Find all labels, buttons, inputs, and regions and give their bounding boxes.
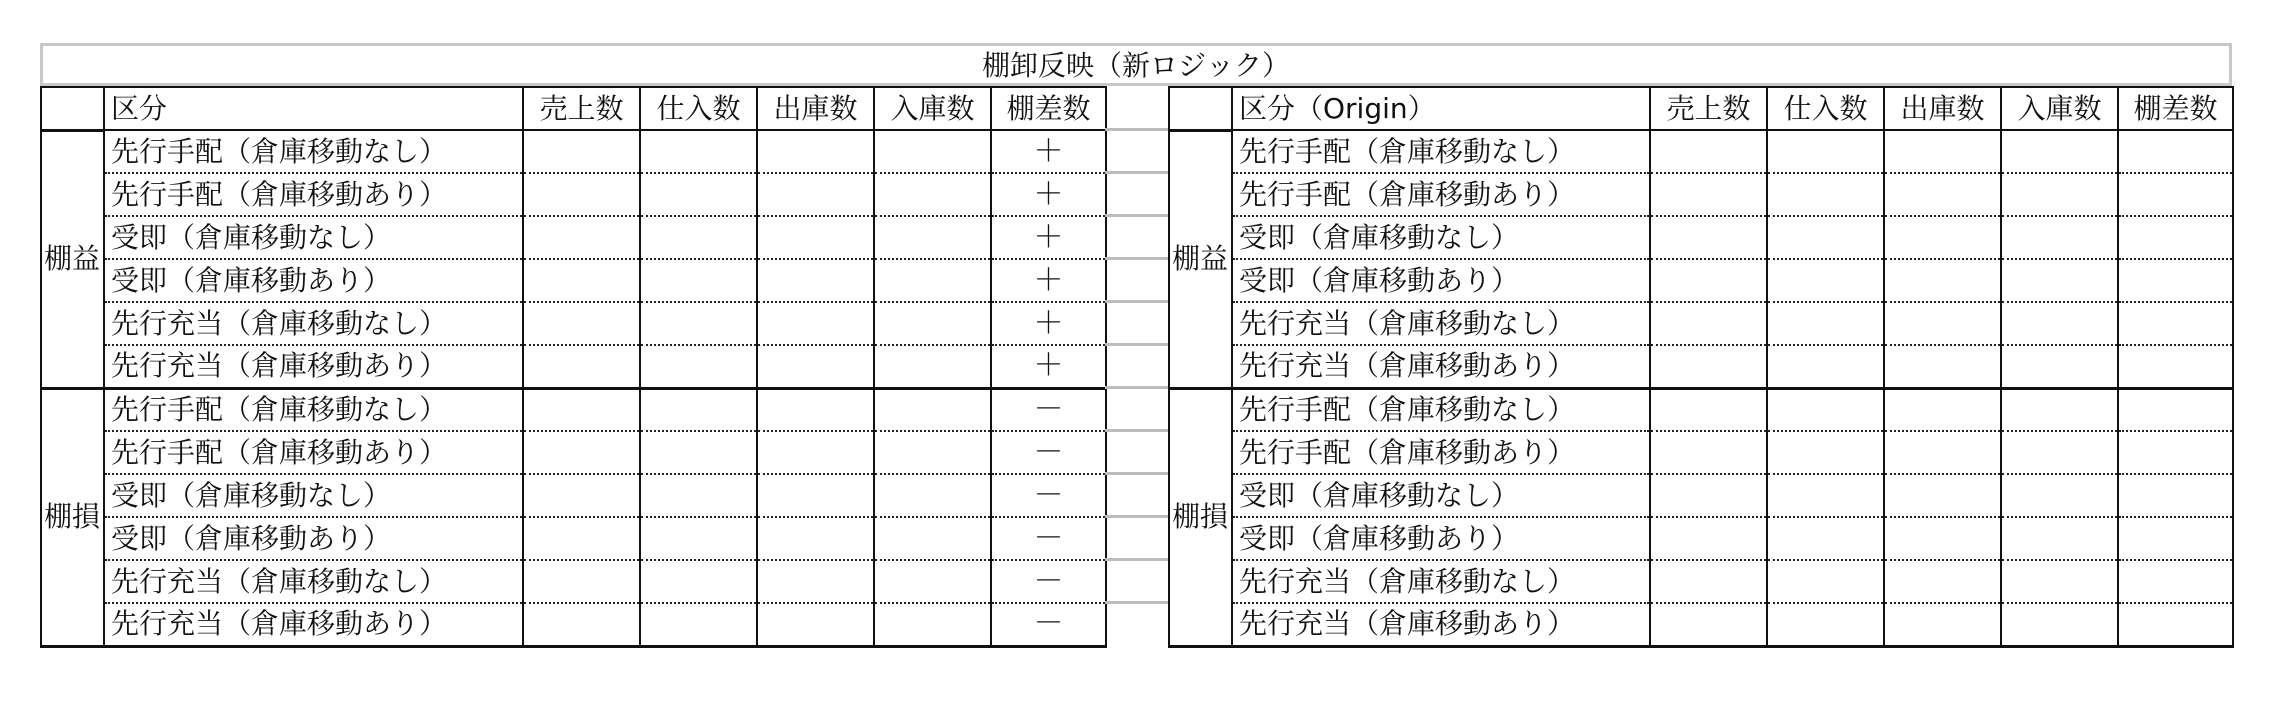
row-connector	[1105, 429, 1168, 432]
shipments-cell[interactable]	[1884, 603, 2001, 646]
row-label: 受即（倉庫移動なし）	[1232, 474, 1650, 517]
sales-cell[interactable]	[523, 130, 640, 173]
purchases-cell[interactable]	[1767, 603, 1884, 646]
left-header-purchases: 仕入数	[640, 87, 757, 130]
table-row	[41, 388, 1106, 431]
right-header-category: 区分（Origin）	[1232, 87, 1650, 130]
receipts-cell[interactable]	[874, 474, 991, 517]
purchases-cell[interactable]	[640, 517, 757, 560]
row-label: 先行手配（倉庫移動なし）	[1232, 388, 1650, 431]
receipts-cell[interactable]	[874, 388, 991, 431]
diff-sign: －	[991, 560, 1106, 603]
shipments-cell[interactable]	[1884, 302, 2001, 345]
diff-cell[interactable]	[2118, 517, 2233, 560]
sales-cell[interactable]	[1650, 560, 1767, 603]
row-label: 受即（倉庫移動あり）	[1232, 259, 1650, 302]
receipts-cell[interactable]	[2001, 173, 2118, 216]
row-connector	[1105, 214, 1168, 217]
purchases-cell[interactable]	[640, 173, 757, 216]
purchases-cell[interactable]	[1767, 173, 1884, 216]
right-group-gain: 棚益	[1169, 130, 1232, 388]
sales-cell[interactable]	[1650, 130, 1767, 173]
sales-cell[interactable]	[523, 302, 640, 345]
row-label: 先行手配（倉庫移動なし）	[104, 130, 523, 173]
receipts-cell[interactable]	[874, 517, 991, 560]
receipts-cell[interactable]	[874, 345, 991, 388]
sales-cell[interactable]	[1650, 173, 1767, 216]
table-row	[1169, 388, 2233, 431]
sales-cell[interactable]	[1650, 603, 1767, 646]
right-group-loss: 棚損	[1169, 388, 1232, 646]
shipments-cell[interactable]	[1884, 130, 2001, 173]
row-connector	[1105, 558, 1168, 561]
purchases-cell[interactable]	[1767, 388, 1884, 431]
row-label: 先行手配（倉庫移動なし）	[1232, 130, 1650, 173]
left-header-shipments: 出庫数	[757, 87, 874, 130]
receipts-cell[interactable]	[2001, 560, 2118, 603]
row-label: 受即（倉庫移動あり）	[104, 517, 523, 560]
sales-cell[interactable]	[523, 388, 640, 431]
diff-cell[interactable]	[2118, 474, 2233, 517]
purchases-cell[interactable]	[1767, 474, 1884, 517]
diff-cell[interactable]	[2118, 431, 2233, 474]
row-label: 先行充当（倉庫移動あり）	[104, 603, 523, 646]
table-row	[41, 130, 1106, 173]
shipments-cell[interactable]	[757, 474, 874, 517]
shipments-cell[interactable]	[757, 388, 874, 431]
left-group-loss: 棚損	[41, 388, 104, 646]
purchases-cell[interactable]	[1767, 216, 1884, 259]
table-row	[1169, 517, 2233, 560]
diff-cell[interactable]	[2118, 259, 2233, 302]
table-row	[1169, 302, 2233, 345]
right-header-diff: 棚差数	[2118, 87, 2233, 130]
row-label: 受即（倉庫移動なし）	[104, 474, 523, 517]
diff-sign: －	[991, 388, 1106, 431]
row-connector	[1105, 601, 1168, 604]
table-row	[1169, 259, 2233, 302]
diff-sign: －	[991, 431, 1106, 474]
receipts-cell[interactable]	[874, 259, 991, 302]
receipts-cell[interactable]	[2001, 388, 2118, 431]
diff-cell[interactable]	[2118, 173, 2233, 216]
row-label: 先行手配（倉庫移動あり）	[104, 431, 523, 474]
purchases-cell[interactable]	[640, 560, 757, 603]
sales-cell[interactable]	[523, 474, 640, 517]
row-label: 受即（倉庫移動なし）	[1232, 216, 1650, 259]
purchases-cell[interactable]	[1767, 130, 1884, 173]
table-row	[41, 302, 1106, 345]
row-label: 受即（倉庫移動なし）	[104, 216, 523, 259]
row-label: 先行充当（倉庫移動あり）	[1232, 345, 1650, 388]
table-row	[41, 474, 1106, 517]
shipments-cell[interactable]	[757, 130, 874, 173]
right-header-sales: 売上数	[1650, 87, 1767, 130]
row-connector	[1105, 171, 1168, 174]
table-row	[1169, 603, 2233, 646]
row-connector	[1105, 472, 1168, 475]
sales-cell[interactable]	[1650, 259, 1767, 302]
shipments-cell[interactable]	[757, 560, 874, 603]
sales-cell[interactable]	[1650, 345, 1767, 388]
purchases-cell[interactable]	[1767, 517, 1884, 560]
diff-sign: ＋	[991, 130, 1106, 173]
receipts-cell[interactable]	[874, 603, 991, 646]
left-header-sales: 売上数	[523, 87, 640, 130]
row-label: 先行手配（倉庫移動あり）	[1232, 431, 1650, 474]
sales-cell[interactable]	[523, 173, 640, 216]
purchases-cell[interactable]	[640, 388, 757, 431]
purchases-cell[interactable]	[1767, 345, 1884, 388]
purchases-cell[interactable]	[640, 431, 757, 474]
receipts-cell[interactable]	[2001, 345, 2118, 388]
right-header-group	[1169, 87, 1232, 130]
row-label: 先行充当（倉庫移動なし）	[1232, 302, 1650, 345]
sales-cell[interactable]	[523, 560, 640, 603]
row-connector	[1105, 515, 1168, 518]
purchases-cell[interactable]	[640, 130, 757, 173]
left-header-row	[41, 87, 1106, 130]
receipts-cell[interactable]	[874, 173, 991, 216]
receipts-cell[interactable]	[2001, 474, 2118, 517]
shipments-cell[interactable]	[1884, 388, 2001, 431]
row-label: 先行充当（倉庫移動あり）	[104, 345, 523, 388]
row-label: 先行手配（倉庫移動なし）	[104, 388, 523, 431]
sales-cell[interactable]	[523, 216, 640, 259]
table-row	[1169, 130, 2233, 173]
purchases-cell[interactable]	[1767, 259, 1884, 302]
right-table	[1168, 86, 2234, 648]
receipts-cell[interactable]	[874, 431, 991, 474]
receipts-cell[interactable]	[2001, 517, 2118, 560]
table-row	[1169, 173, 2233, 216]
receipts-cell[interactable]	[2001, 259, 2118, 302]
sales-cell[interactable]	[1650, 431, 1767, 474]
row-label: 先行手配（倉庫移動あり）	[1232, 173, 1650, 216]
left-group-gain: 棚益	[41, 130, 104, 388]
purchases-cell[interactable]	[640, 259, 757, 302]
diff-sign: ＋	[991, 302, 1106, 345]
sales-cell[interactable]	[523, 431, 640, 474]
purchases-cell[interactable]	[640, 603, 757, 646]
table-row	[41, 216, 1106, 259]
shipments-cell[interactable]	[757, 431, 874, 474]
right-header-shipments: 出庫数	[1884, 87, 2001, 130]
purchases-cell[interactable]	[1767, 560, 1884, 603]
shipments-cell[interactable]	[1884, 560, 2001, 603]
diff-cell[interactable]	[2118, 603, 2233, 646]
sales-cell[interactable]	[523, 259, 640, 302]
purchases-cell[interactable]	[1767, 431, 1884, 474]
shipments-cell[interactable]	[1884, 431, 2001, 474]
right-header-purchases: 仕入数	[1767, 87, 1884, 130]
shipments-cell[interactable]	[1884, 173, 2001, 216]
left-header-group	[41, 87, 104, 130]
sales-cell[interactable]	[1650, 216, 1767, 259]
shipments-cell[interactable]	[1884, 474, 2001, 517]
row-label: 受即（倉庫移動あり）	[104, 259, 523, 302]
table-row	[41, 259, 1106, 302]
row-label: 先行充当（倉庫移動なし）	[104, 302, 523, 345]
receipts-cell[interactable]	[2001, 216, 2118, 259]
table-row	[1169, 345, 2233, 388]
diff-sign: ＋	[991, 173, 1106, 216]
row-label: 先行手配（倉庫移動あり）	[104, 173, 523, 216]
shipments-cell[interactable]	[1884, 345, 2001, 388]
table-row	[41, 345, 1106, 388]
diff-sign: －	[991, 603, 1106, 646]
table-row	[1169, 474, 2233, 517]
sales-cell[interactable]	[1650, 388, 1767, 431]
receipts-cell[interactable]	[2001, 603, 2118, 646]
receipts-cell[interactable]	[2001, 130, 2118, 173]
table-row	[1169, 431, 2233, 474]
diff-cell[interactable]	[2118, 130, 2233, 173]
right-header-row	[1169, 87, 2233, 130]
purchases-cell[interactable]	[640, 474, 757, 517]
row-connector	[1105, 128, 1168, 131]
purchases-cell[interactable]	[1767, 302, 1884, 345]
row-label: 先行充当（倉庫移動なし）	[1232, 560, 1650, 603]
shipments-cell[interactable]	[1884, 216, 2001, 259]
row-label: 先行充当（倉庫移動あり）	[1232, 603, 1650, 646]
title-bar	[40, 43, 2232, 86]
shipments-cell[interactable]	[757, 302, 874, 345]
table-row	[41, 431, 1106, 474]
diff-sign: ＋	[991, 216, 1106, 259]
receipts-cell[interactable]	[874, 216, 991, 259]
shipments-cell[interactable]	[757, 603, 874, 646]
row-connector	[1105, 343, 1168, 346]
shipments-cell[interactable]	[757, 216, 874, 259]
sales-cell[interactable]	[523, 603, 640, 646]
sales-cell[interactable]	[1650, 302, 1767, 345]
left-header-diff: 棚差数	[991, 87, 1106, 130]
row-connector	[1105, 257, 1168, 260]
shipments-cell[interactable]	[757, 259, 874, 302]
row-label: 先行充当（倉庫移動なし）	[104, 560, 523, 603]
diff-sign: ＋	[991, 345, 1106, 388]
table-row	[1169, 216, 2233, 259]
diff-cell[interactable]	[2118, 216, 2233, 259]
row-connector	[1105, 300, 1168, 303]
diff-sign: －	[991, 474, 1106, 517]
sales-cell[interactable]	[523, 345, 640, 388]
left-header-category: 区分	[104, 87, 523, 130]
purchases-cell[interactable]	[640, 302, 757, 345]
diff-cell[interactable]	[2118, 388, 2233, 431]
table-row	[41, 517, 1106, 560]
receipts-cell[interactable]	[2001, 431, 2118, 474]
row-connector	[1105, 386, 1168, 389]
page-title: 棚卸反映（新ロジック）	[981, 49, 1290, 82]
sales-cell[interactable]	[523, 517, 640, 560]
right-header-receipts: 入庫数	[2001, 87, 2118, 130]
left-table	[40, 86, 1107, 648]
table-row	[41, 603, 1106, 646]
sales-cell[interactable]	[1650, 517, 1767, 560]
diff-cell[interactable]	[2118, 560, 2233, 603]
receipts-cell[interactable]	[874, 560, 991, 603]
row-label: 受即（倉庫移動あり）	[1232, 517, 1650, 560]
shipments-cell[interactable]	[1884, 259, 2001, 302]
receipts-cell[interactable]	[874, 302, 991, 345]
shipments-cell[interactable]	[757, 345, 874, 388]
receipts-cell[interactable]	[2001, 302, 2118, 345]
purchases-cell[interactable]	[640, 345, 757, 388]
shipments-cell[interactable]	[757, 517, 874, 560]
purchases-cell[interactable]	[640, 216, 757, 259]
shipments-cell[interactable]	[1884, 517, 2001, 560]
diff-sign: ＋	[991, 259, 1106, 302]
left-header-receipts: 入庫数	[874, 87, 991, 130]
sales-cell[interactable]	[1650, 474, 1767, 517]
table-row	[1169, 560, 2233, 603]
diff-sign: －	[991, 517, 1106, 560]
table-row	[41, 173, 1106, 216]
table-row	[41, 560, 1106, 603]
receipts-cell[interactable]	[874, 130, 991, 173]
shipments-cell[interactable]	[757, 173, 874, 216]
diff-cell[interactable]	[2118, 345, 2233, 388]
diff-cell[interactable]	[2118, 302, 2233, 345]
